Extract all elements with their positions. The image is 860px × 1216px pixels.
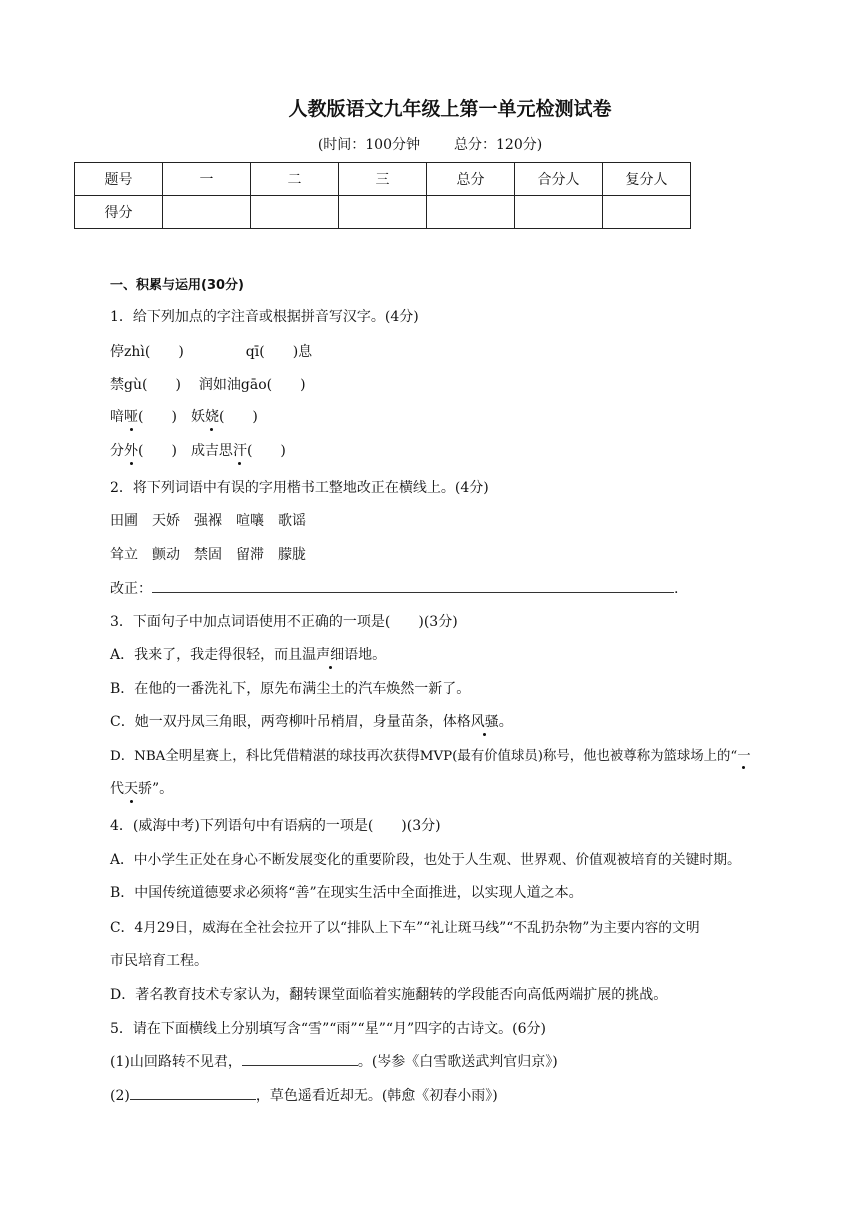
question-1-row-2: 禁gù( ) 润如油gāo( ) <box>110 377 306 393</box>
dotted-char: 外 <box>124 440 138 460</box>
score-table-cell: 复分人 <box>603 163 691 196</box>
score-input-cell[interactable] <box>427 196 515 229</box>
question-3-option-d-cont: 代天骄”。 <box>110 778 173 798</box>
dotted-phrase: 温声细语 <box>302 644 358 664</box>
question-4-option-d: D．著名教育技术专家认为，翻转课堂面临着实施翻转的学段能否向高低两端扩展的挑战。 <box>110 987 668 1003</box>
score-table-cell: 题号 <box>75 163 163 196</box>
score-row-label: 得分 <box>75 196 163 229</box>
time-limit: (时间：100分钟 <box>317 137 420 153</box>
word-item: 朦胧 <box>278 547 306 563</box>
word-item: 天娇 <box>152 513 180 529</box>
score-input-cell[interactable] <box>603 196 691 229</box>
question-2-words-row-2 <box>110 544 306 564</box>
question-1-row-1: 停zhì( ) qī( )息 <box>110 344 313 360</box>
score-input-cell[interactable] <box>251 196 339 229</box>
answer-label: 改正： <box>110 581 152 597</box>
question-5-item-1: (1)山回路转不见君， 。(岑参《白雪歌送武判官归京》) <box>110 1051 558 1071</box>
pinyin-prompt: qī( )息 <box>245 344 313 360</box>
word-item: 喧嚷 <box>236 513 264 529</box>
answer-blank[interactable] <box>242 1051 358 1066</box>
question-5-item-2: (2) ，草色遥看近却无。(韩愈《初春小雨》) <box>110 1085 498 1105</box>
question-2-stem: 2．将下列词语中有误的字用楷书工整地改正在横线上。(4分) <box>110 480 489 496</box>
dotted-phrase: 一 <box>737 745 750 764</box>
score-input-cell[interactable] <box>515 196 603 229</box>
word-item: 留滞 <box>236 547 264 563</box>
question-2-words-row-1 <box>110 510 306 530</box>
question-3-option-a: A．我来了，我走得很轻，而且温声细语地。 <box>110 644 386 664</box>
word-item: 禁固 <box>194 547 222 563</box>
score-input-cell[interactable] <box>163 196 251 229</box>
question-1-row-4: 分外( ) 成吉思汗( ) <box>110 440 286 460</box>
question-3-option-d: D．NBA全明星赛上，科比凭借精湛的球技再次获得MVP(最有价值球员)称号，他也被尊称为篮球场上的“一 <box>110 745 751 764</box>
question-3-option-c: C．她一双丹凤三角眼，两弯柳叶吊梢眉，身量苗条，体格风骚。 <box>110 711 513 731</box>
score-table-cell: 总分 <box>427 163 515 196</box>
page-title: 人教版语文九年级上第一单元检测试卷 <box>288 98 612 120</box>
question-4-option-c: C．4月29日，威海在全社会拉开了以“排队上下车”“礼让斑马线”“不乱扔杂物”为主要内容的文明 <box>110 920 700 936</box>
answer-blank[interactable] <box>152 578 674 593</box>
word-item: 颤动 <box>152 547 180 563</box>
dotted-char: 汗 <box>233 440 247 460</box>
exam-info <box>0 134 860 154</box>
total-score: 总分：120分) <box>454 137 543 153</box>
word-item: 歌谣 <box>278 513 306 529</box>
word-item: 田圃 <box>110 513 138 529</box>
answer-blank[interactable] <box>130 1085 256 1100</box>
pinyin-prompt: zhì( ) <box>124 344 184 360</box>
question-1-stem: 1．给下列加点的字注音或根据拼音写汉字。(4分) <box>110 309 419 325</box>
word-item: 耸立 <box>110 547 138 563</box>
dotted-phrase: 代天骄 <box>110 778 152 798</box>
dotted-char: 娆 <box>205 406 219 426</box>
score-table-cell: 二 <box>251 163 339 196</box>
question-5-stem: 5．请在下面横线上分别填写含“雪”“雨”“星”“月”四字的古诗文。(6分) <box>110 1021 546 1037</box>
score-table-header-row <box>75 163 691 196</box>
score-table-cell: 合分人 <box>515 163 603 196</box>
question-4-option-b: B．中国传统道德要求必须将“善”在现实生活中全面推进，以实现人道之本。 <box>110 885 583 901</box>
question-3-stem: 3．下面句子中加点词语使用不正确的一项是( )(3分) <box>110 614 458 630</box>
question-4-option-a: A．中小学生正处在身心不断发展变化的重要阶段，也处于人生观、世界观、价值观被培育的关键时期。 <box>110 852 741 868</box>
dotted-char: 哑 <box>124 406 138 426</box>
score-table-score-row <box>75 196 691 229</box>
section-heading: 一、积累与运用(30分) <box>110 278 244 293</box>
question-1-row-3: 喑哑( ) 妖娆( ) <box>110 406 258 426</box>
score-table-cell: 三 <box>339 163 427 196</box>
word-item: 强褓 <box>194 513 222 529</box>
question-2-answer-line: 改正： . <box>110 578 678 598</box>
question-3-option-b: B．在他的一番洗礼下，原先布满尘土的汽车焕然一新了。 <box>110 681 471 697</box>
score-input-cell[interactable] <box>339 196 427 229</box>
question-4-stem: 4．(威海中考)下列语句中有语病的一项是( )(3分) <box>110 818 441 834</box>
dotted-phrase: 风骚 <box>471 711 499 731</box>
score-table <box>74 162 691 229</box>
question-4-option-c-cont: 市民培育工程。 <box>110 953 208 969</box>
score-table-cell: 一 <box>163 163 251 196</box>
